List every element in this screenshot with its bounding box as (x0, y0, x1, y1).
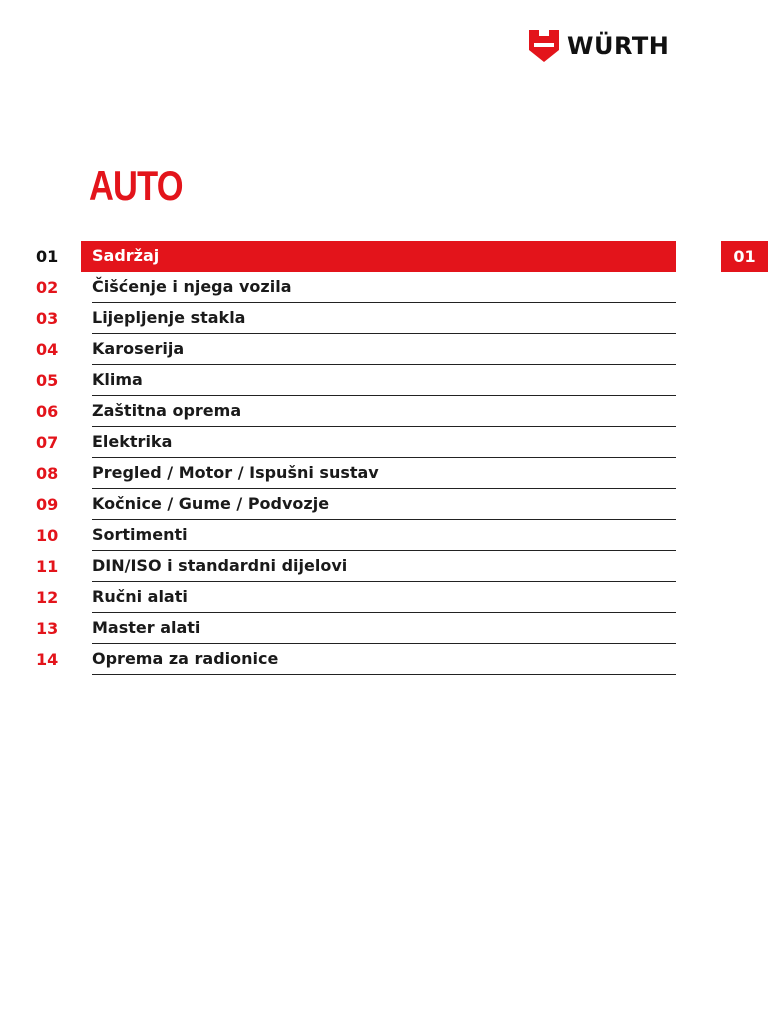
toc-item-11[interactable] (0, 551, 768, 582)
toc-label: Elektrika (92, 427, 676, 458)
toc-item-05[interactable] (0, 365, 768, 396)
toc-item-03[interactable] (0, 303, 768, 334)
toc-number: 12 (36, 588, 59, 607)
toc-label: Čišćenje i njega vozila (92, 272, 676, 303)
toc-label: Klima (92, 365, 676, 396)
toc-item-09[interactable] (0, 489, 768, 520)
toc-item-01[interactable] (0, 241, 768, 272)
toc-number: 13 (36, 619, 59, 638)
wurth-emblem-icon (529, 30, 559, 62)
toc-item-02[interactable] (0, 272, 768, 303)
toc-number: 01 (36, 247, 59, 266)
toc-number: 02 (36, 278, 59, 297)
toc-item-12[interactable] (0, 582, 768, 613)
toc-item-06[interactable] (0, 396, 768, 427)
toc-item-14[interactable] (0, 644, 768, 675)
toc-number: 05 (36, 371, 59, 390)
toc-number: 08 (36, 464, 59, 483)
toc-label: Lijepljenje stakla (92, 303, 676, 334)
toc-label: Kočnice / Gume / Podvozje (92, 489, 676, 520)
toc-label: Pregled / Motor / Ispušni sustav (92, 458, 676, 489)
toc-item-13[interactable] (0, 613, 768, 644)
toc-number: 04 (36, 340, 59, 359)
toc-number: 06 (36, 402, 59, 421)
toc-label: DIN/ISO i standardni dijelovi (92, 551, 676, 582)
toc-number: 14 (36, 650, 59, 669)
toc-number: 10 (36, 526, 59, 545)
table-of-contents (0, 241, 768, 675)
toc-label: Sortimenti (92, 520, 676, 551)
toc-label: Oprema za radionice (92, 644, 676, 675)
toc-number: 07 (36, 433, 59, 452)
toc-number: 09 (36, 495, 59, 514)
toc-item-08[interactable] (0, 458, 768, 489)
page-title: AUTO (89, 162, 183, 209)
toc-number: 03 (36, 309, 59, 328)
toc-label: Karoserija (92, 334, 676, 365)
toc-number: 11 (36, 557, 59, 576)
toc-item-10[interactable] (0, 520, 768, 551)
toc-label: Zaštitna oprema (92, 396, 676, 427)
section-tab[interactable]: 01 (721, 241, 768, 272)
toc-label: Sadržaj (81, 241, 676, 272)
wurth-logo (529, 30, 669, 62)
toc-label: Master alati (92, 613, 676, 644)
brand-name: WÜRTH (567, 32, 670, 60)
toc-item-07[interactable] (0, 427, 768, 458)
toc-item-04[interactable] (0, 334, 768, 365)
toc-label: Ručni alati (92, 582, 676, 613)
